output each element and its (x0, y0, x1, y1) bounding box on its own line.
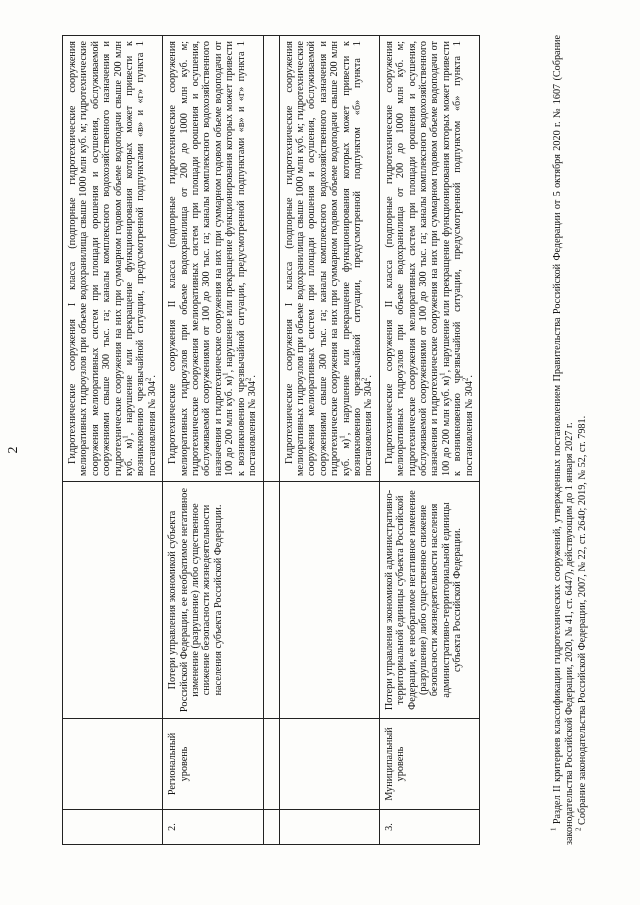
footnote-ref: 1 (121, 435, 130, 439)
description-text: Гидротехнические сооружения I класса (подпорные гидротехнические сооружения мелиоративных гидроузлов при объеме водохранилища свыше 1000 млн куб. м; гидротехнические сооружения мелиоративных систем при площади орошения и осушения, обслуживаемой сооружениями свыше 300 тыс. га; каналы комплексного водохозяйственного назначения и гидротехнические сооружения на них при суммарном годовом объеме водоподачи свыше 200 млн куб. м) (283, 41, 352, 476)
description-cell (63, 36, 163, 482)
classification-table (62, 35, 480, 845)
footnote (574, 35, 589, 845)
description-cell (279, 36, 379, 482)
footnote-mark: 2 (574, 827, 583, 831)
footnote-ref: 2 (244, 377, 253, 382)
description-tail: , нарушение или прекращение функционирования которых может привести к возникновению чрезвычайной ситуации, предусмотренной подпунктом «б» пункта 1 постановления № 304 (440, 40, 475, 476)
description-text: Гидротехнические сооружения II класса (подпорные гидротехнические сооружения мелиоративных гидроузлов при объеме водохранилища от 200 до 1000 млн куб. м; гидротехнические сооружения мелиоративных систем при площади орошения и осушения, обслуживаемой сооружениями от 100 до 300 тыс. га; каналы комплексного водохозяйственного назначения и гидротехнические сооружения на них при суммарном годовом объеме водоподачи от 100 до 200 млн куб. м) (167, 41, 236, 476)
criterion-cell: Потери управления экономикой административно-территориальной единицы субъекта Российской Федерации, ее необратимое негативное изменение (разрушение) либо существенное снижение безопасности жизнедеятельности населения административно-территориальной единицы субъекта Российской Федерации. (379, 482, 479, 719)
level-cell (63, 719, 163, 810)
row-number: 2. (163, 810, 263, 845)
footnote-ref: 1 (438, 372, 447, 376)
table-spacer-row (263, 36, 279, 845)
table-row (379, 36, 479, 845)
description-cell (379, 36, 479, 482)
description-tail: , нарушение или прекращение функционирования которых может привести к возникновению чрезвычайной ситуации, предусмотренной подпунктами «в» и «г» пункта 1 постановления № 304 (124, 41, 158, 476)
footnote-ref: 2 (360, 377, 369, 382)
footnote-ref: 2 (144, 377, 153, 382)
table-row (63, 36, 163, 845)
footnote-mark: 1 (549, 827, 558, 831)
spacer-cell (263, 719, 279, 810)
footnote-text: Собрание законодательства Российской Федерации, 2007, № 22, ст. 2640; 2019, № 52, ст. 7981. (577, 415, 588, 825)
spacer-cell (263, 810, 279, 845)
spacer-cell (263, 482, 279, 719)
description-tail: , нарушение или прекращение функционирования которых может привести к возникновению чрезвычайной ситуации, предусмотренной подпунктом «б» пункта 1 постановления № 304 (340, 41, 375, 476)
row-number (279, 810, 379, 845)
description-cell (163, 36, 263, 482)
row-number (63, 810, 163, 845)
description-end: . (463, 375, 475, 378)
description-tail: , нарушение или прекращение функционирования которых может привести к возникновению чрезвычайной ситуации, предусмотренной подпунктами «в» и «г» пункта 1 постановления № 304 (224, 40, 259, 476)
footnote-ref: 1 (338, 435, 347, 439)
criterion-cell (279, 482, 379, 719)
description-end: . (146, 375, 158, 378)
footnote-ref: 2 (461, 377, 470, 382)
level-cell: Региональный уровень (163, 719, 263, 810)
footnote-ref: 1 (221, 372, 230, 376)
level-cell (279, 719, 379, 810)
footnotes (549, 35, 590, 845)
row-number: 3. (379, 810, 479, 845)
page-number: 2 (6, 446, 21, 454)
footnote (549, 35, 576, 845)
criterion-cell: Потери управления экономикой субъекта Российской Федерации, ее необратимое негативное изменение (разрушение) либо существенное снижение безопасности жизнедеятельности населения субъекта Российской Федерации. (163, 482, 263, 719)
description-end: . (363, 375, 375, 378)
description-text: Гидротехнические сооружения I класса (подпорные гидротехнические сооружения мелиоративных гидроузлов при объеме водохранилища свыше 1000 млн куб. м; гидротехнические сооружения мелиоративных систем при площади орошения и осушения, обслуживаемой сооружениями свыше 300 тыс. га; каналы комплексного водохозяйственного назначения и гидротехнические сооружения на них при суммарном годовом объеме водоподачи свыше 200 млн куб. м) (67, 41, 136, 476)
description-end: . (247, 375, 259, 378)
table-row (163, 36, 263, 845)
footnote-text: Раздел II критериев классификации гидротехнических сооружений, утвержденных постановлением Правительства Российской Федерации от 5 октября 2020 г. № 1607 (Собрание законодательства Российской Федерации, 2020, № 41, ст. 6447), действующим до 1 января 2027 г. (552, 35, 575, 845)
description-text: Гидротехнические сооружения II класса (подпорные гидротехнические сооружения мелиоративных гидроузлов при объеме водохранилища от 200 до 1000 млн куб. м; гидротехнические сооружения мелиоративных систем при площади орошения и осушения, обслуживаемой сооружениями от 100 до 300 тыс. га; каналы комплексного водохозяйственного назначения и гидротехнические сооружения на них при суммарном годовом объеме водоподачи от 100 до 200 млн куб. м) (383, 41, 452, 476)
level-cell: Муниципальный уровень (379, 719, 479, 810)
criterion-cell (63, 482, 163, 719)
spacer-cell (263, 36, 279, 482)
table-row (279, 36, 379, 845)
